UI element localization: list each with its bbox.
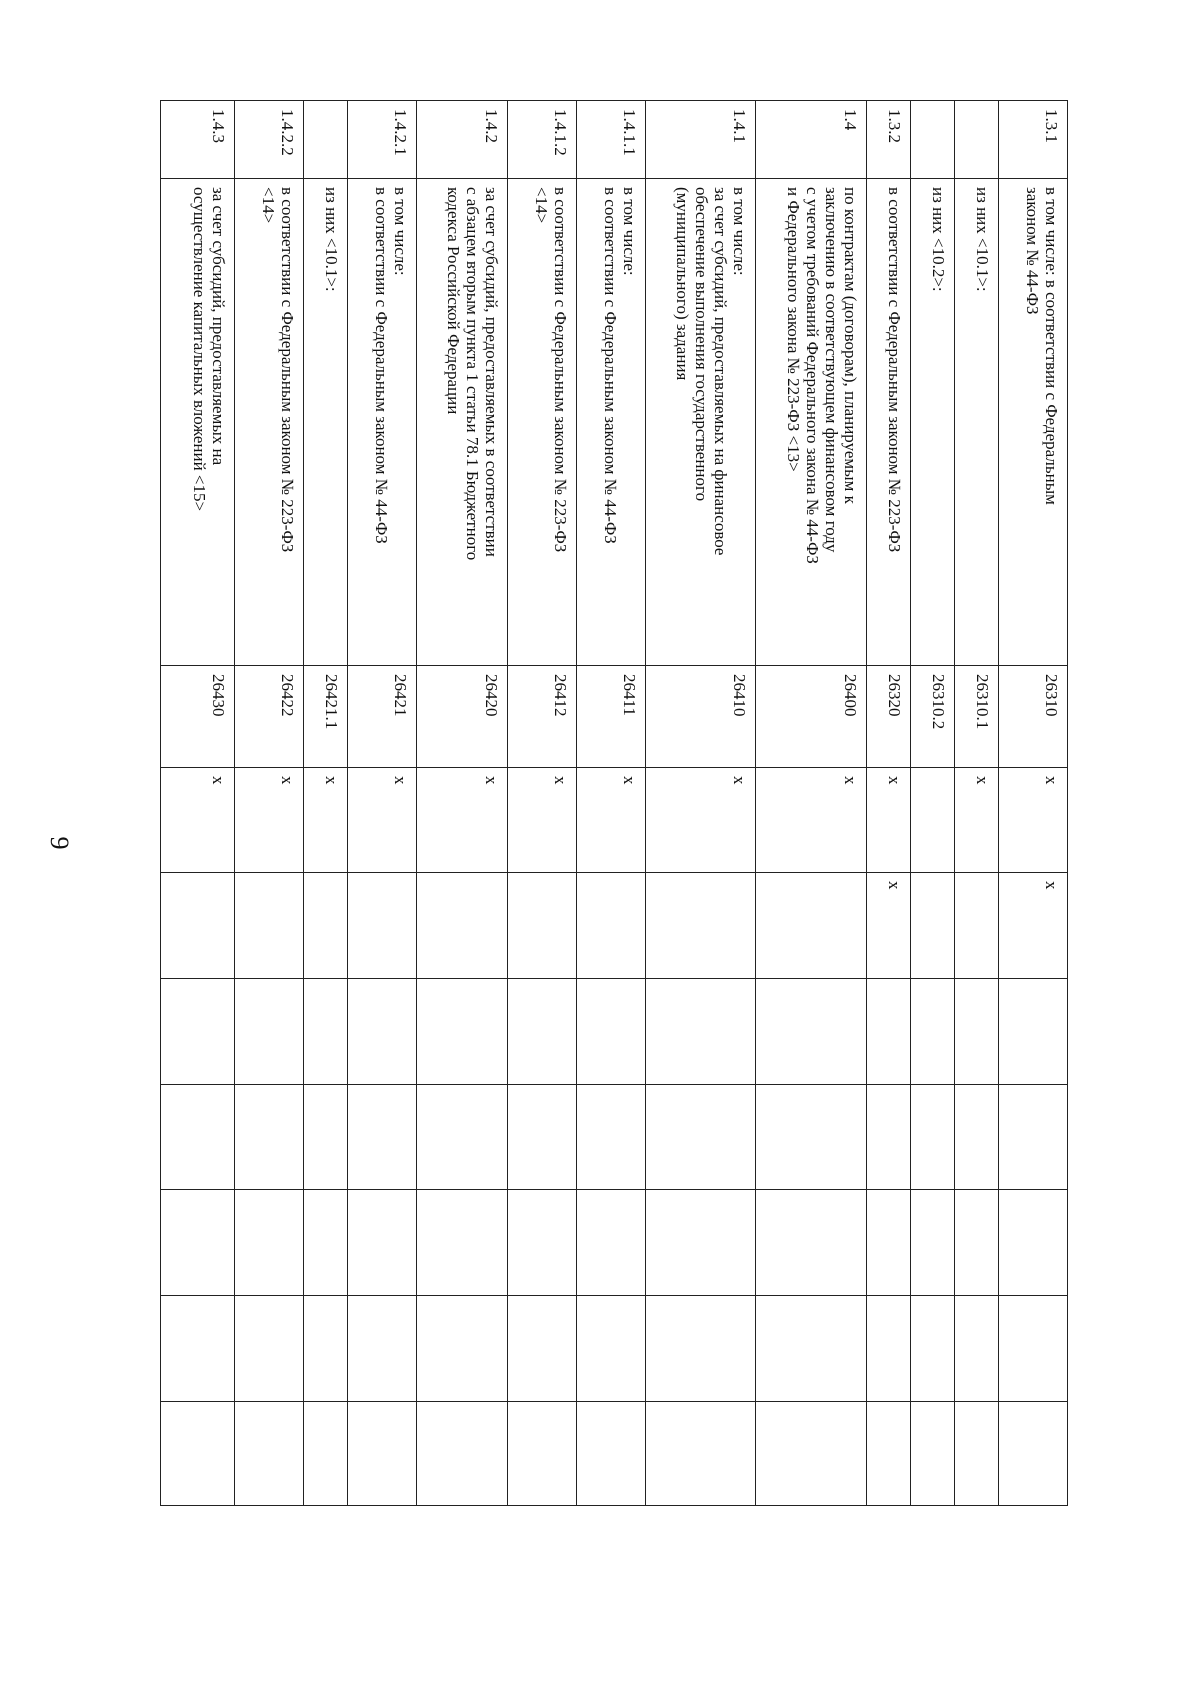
col-4-cell [645, 1085, 756, 1190]
col-4-cell [161, 1085, 235, 1190]
col-7-cell [999, 1402, 1068, 1506]
col-7-cell [348, 1402, 417, 1506]
col-4-cell [867, 1085, 911, 1190]
col-6-cell [999, 1296, 1068, 1402]
row-code-cell: 26310.1 [955, 666, 999, 768]
row-number-cell: 1.4.2.2 [235, 101, 304, 179]
col-2-cell [911, 873, 955, 979]
col-2-cell [416, 873, 507, 979]
col-6-cell [161, 1296, 235, 1402]
col-5-cell [416, 1190, 507, 1296]
col-1-cell [911, 768, 955, 873]
col-6-cell [304, 1296, 348, 1402]
col-3-cell [911, 979, 955, 1085]
col-3-cell [645, 979, 756, 1085]
col-6-cell [645, 1296, 756, 1402]
table-row [576, 101, 645, 1506]
col-7-cell [576, 1402, 645, 1506]
data-table [160, 100, 1068, 1506]
col-6-cell [756, 1296, 867, 1402]
row-code-cell: 26411 [576, 666, 645, 768]
col-3-cell [508, 979, 577, 1085]
row-number-cell: 1.3.1 [999, 101, 1068, 179]
col-2-cell [576, 873, 645, 979]
rotated-table-container [160, 100, 1068, 1505]
table-row [867, 101, 911, 1506]
col-2-cell [304, 873, 348, 979]
row-label-cell: в соответствии с Федеральным законом № 223-ФЗ <14> [508, 179, 577, 666]
col-6-cell [348, 1296, 417, 1402]
col-5-cell [999, 1190, 1068, 1296]
col-4-cell [576, 1085, 645, 1190]
row-number-cell [304, 101, 348, 179]
row-number-cell: 1.4.1.1 [576, 101, 645, 179]
col-4-cell [508, 1085, 577, 1190]
row-number-cell: 1.4.3 [161, 101, 235, 179]
col-1-cell: x [756, 768, 867, 873]
table-row [911, 101, 955, 1506]
table-body [161, 101, 1068, 1506]
col-6-cell [235, 1296, 304, 1402]
row-code-cell: 26320 [867, 666, 911, 768]
row-label-cell: из них <10.1>: [304, 179, 348, 666]
col-5-cell [235, 1190, 304, 1296]
col-3-cell [867, 979, 911, 1085]
table-row [348, 101, 417, 1506]
row-number-cell: 1.4.2.1 [348, 101, 417, 179]
col-7-cell [955, 1402, 999, 1506]
col-2-cell [645, 873, 756, 979]
col-3-cell [955, 979, 999, 1085]
col-4-cell [999, 1085, 1068, 1190]
col-2-cell [955, 873, 999, 979]
row-label-cell: в том числе: в соответствии с Федеральным законом № 44-ФЗ [348, 179, 417, 666]
row-label-cell: из них <10.2>: [911, 179, 955, 666]
col-2-cell [348, 873, 417, 979]
col-6-cell [911, 1296, 955, 1402]
row-code-cell: 26310.2 [911, 666, 955, 768]
row-code-cell: 26310 [999, 666, 1068, 768]
col-2-cell [235, 873, 304, 979]
col-2-cell [756, 873, 867, 979]
row-number-cell [955, 101, 999, 179]
row-label-cell: в соответствии с Федеральным законом № 223-ФЗ <14> [235, 179, 304, 666]
row-code-cell: 26421 [348, 666, 417, 768]
col-2-cell: x [867, 873, 911, 979]
col-2-cell [161, 873, 235, 979]
row-number-cell: 1.4.1 [645, 101, 756, 179]
table-row [161, 101, 235, 1506]
col-4-cell [756, 1085, 867, 1190]
col-1-cell: x [235, 768, 304, 873]
row-label-cell: за счет субсидий, предоставляемых в соответствии с абзацем вторым пункта 1 статьи 78.1 Бюджетного кодекса Российской Федерации [416, 179, 507, 666]
col-7-cell [161, 1402, 235, 1506]
col-5-cell [576, 1190, 645, 1296]
row-code-cell: 26412 [508, 666, 577, 768]
col-7-cell [304, 1402, 348, 1506]
table-row [645, 101, 756, 1506]
row-code-cell: 26430 [161, 666, 235, 768]
row-label-cell: по контрактам (договорам), планируемым к заключению в соответствующем финансовом году с учетом требований Федерального закона № 44-ФЗ и Федерального закона № 223-ФЗ <13> [756, 179, 867, 666]
col-4-cell [911, 1085, 955, 1190]
col-5-cell [645, 1190, 756, 1296]
col-5-cell [867, 1190, 911, 1296]
table-row [955, 101, 999, 1506]
col-3-cell [304, 979, 348, 1085]
col-1-cell: x [416, 768, 507, 873]
col-2-cell [508, 873, 577, 979]
col-4-cell [235, 1085, 304, 1190]
table-row [235, 101, 304, 1506]
col-5-cell [348, 1190, 417, 1296]
row-number-cell: 1.3.2 [867, 101, 911, 179]
col-7-cell [416, 1402, 507, 1506]
col-5-cell [756, 1190, 867, 1296]
row-label-cell: в том числе: в соответствии с Федеральным законом № 44-ФЗ [999, 179, 1068, 666]
table-row [416, 101, 507, 1506]
col-7-cell [756, 1402, 867, 1506]
col-5-cell [955, 1190, 999, 1296]
col-6-cell [416, 1296, 507, 1402]
table-row [304, 101, 348, 1506]
table-row [999, 101, 1068, 1506]
row-code-cell: 26410 [645, 666, 756, 768]
col-5-cell [304, 1190, 348, 1296]
col-6-cell [576, 1296, 645, 1402]
col-1-cell: x [304, 768, 348, 873]
row-number-cell: 1.4.2 [416, 101, 507, 179]
col-7-cell [867, 1402, 911, 1506]
col-4-cell [955, 1085, 999, 1190]
col-1-cell: x [999, 768, 1068, 873]
row-code-cell: 26422 [235, 666, 304, 768]
row-code-cell: 26421.1 [304, 666, 348, 768]
col-4-cell [416, 1085, 507, 1190]
col-1-cell: x [867, 768, 911, 873]
row-number-cell: 1.4.1.2 [508, 101, 577, 179]
col-3-cell [756, 979, 867, 1085]
row-code-cell: 26420 [416, 666, 507, 768]
col-4-cell [304, 1085, 348, 1190]
col-3-cell [999, 979, 1068, 1085]
row-label-cell: из них <10.1>: [955, 179, 999, 666]
page-number: 9 [45, 836, 74, 850]
col-3-cell [161, 979, 235, 1085]
table-row [756, 101, 867, 1506]
col-3-cell [348, 979, 417, 1085]
col-3-cell [235, 979, 304, 1085]
col-1-cell: x [348, 768, 417, 873]
col-3-cell [576, 979, 645, 1085]
table-row [508, 101, 577, 1506]
row-number-cell [911, 101, 955, 179]
row-code-cell: 26400 [756, 666, 867, 768]
col-6-cell [508, 1296, 577, 1402]
col-5-cell [161, 1190, 235, 1296]
row-label-cell: в соответствии с Федеральным законом № 223-ФЗ [867, 179, 911, 666]
col-1-cell: x [508, 768, 577, 873]
row-label-cell: в том числе: в соответствии с Федеральным законом № 44-ФЗ [576, 179, 645, 666]
col-7-cell [508, 1402, 577, 1506]
col-6-cell [867, 1296, 911, 1402]
row-number-cell: 1.4 [756, 101, 867, 179]
row-label-cell: за счет субсидий, предоставляемых на осуществление капитальных вложений <15> [161, 179, 235, 666]
col-1-cell: x [161, 768, 235, 873]
col-5-cell [508, 1190, 577, 1296]
row-label-cell: в том числе: за счет субсидий, предоставляемых на финансовое обеспечение выполнения государственного (муниципального) задания [645, 179, 756, 666]
col-1-cell: x [955, 768, 999, 873]
col-7-cell [911, 1402, 955, 1506]
col-6-cell [955, 1296, 999, 1402]
col-1-cell: x [576, 768, 645, 873]
col-7-cell [235, 1402, 304, 1506]
col-5-cell [911, 1190, 955, 1296]
col-7-cell [645, 1402, 756, 1506]
col-2-cell: x [999, 873, 1068, 979]
col-1-cell: x [645, 768, 756, 873]
col-4-cell [348, 1085, 417, 1190]
col-3-cell [416, 979, 507, 1085]
